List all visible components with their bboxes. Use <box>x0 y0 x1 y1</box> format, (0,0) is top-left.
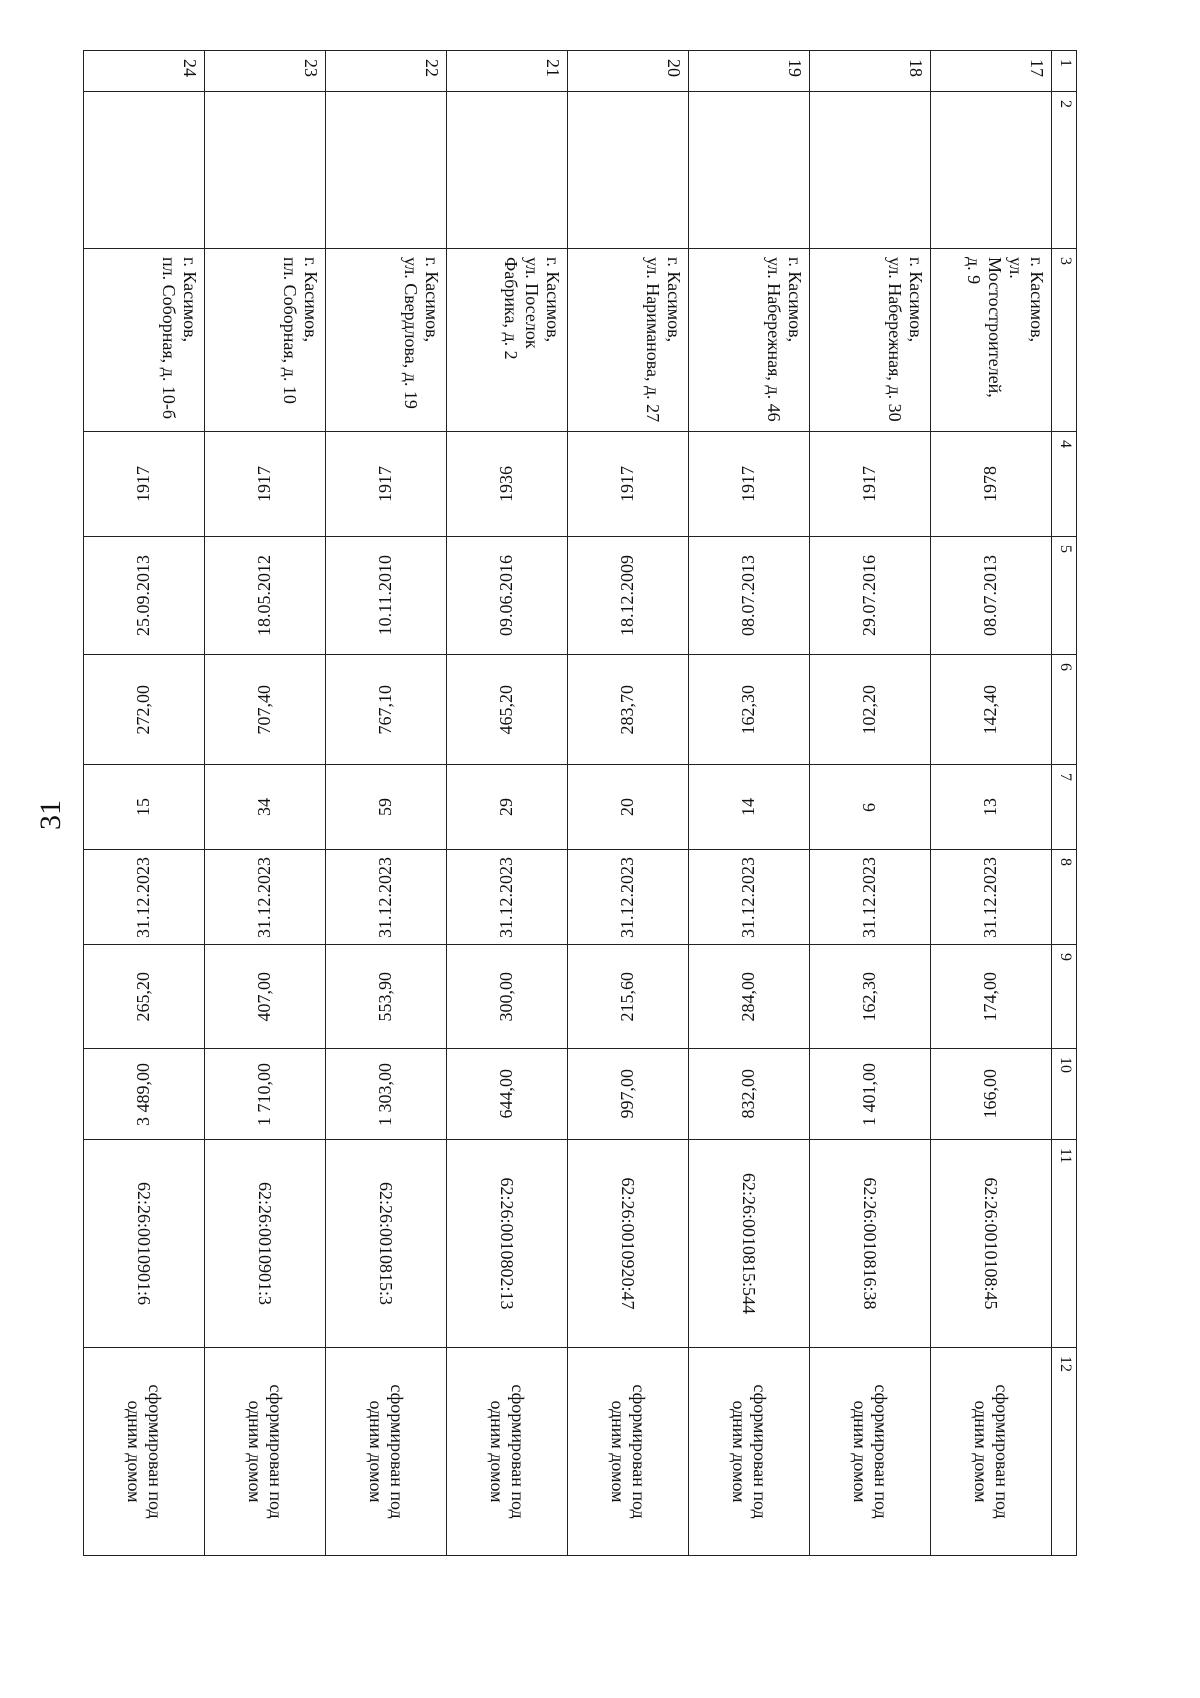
column-10-cell <box>447 1049 568 1140</box>
status-cell-line: одним домом <box>245 1400 265 1503</box>
column-9-cell <box>447 945 568 1049</box>
date-cell-text: 25.09.2013 <box>133 555 154 636</box>
status-cell-line: сформирован под <box>508 1384 528 1519</box>
column-number-3: 3 <box>1052 249 1077 432</box>
row-number: 18 <box>810 51 931 92</box>
address-cell-line: г. Касимов, <box>664 257 684 343</box>
status-cell <box>447 1348 568 1556</box>
column-10-cell-text: 1 710,00 <box>254 1062 275 1126</box>
residents-cell-text: 34 <box>254 798 275 816</box>
column-10-cell-text: 832,00 <box>738 1069 759 1119</box>
address-cell-line: г. Касимов, <box>422 257 442 343</box>
status-cell-line: одним домом <box>971 1400 991 1503</box>
column-number-4: 4 <box>1052 432 1077 537</box>
address-cell <box>205 249 326 432</box>
year-cell-text: 1917 <box>375 466 396 502</box>
year-cell-text: 1917 <box>859 466 880 502</box>
address-cell <box>568 249 689 432</box>
deadline-cell-text: 31.12.2023 <box>980 856 1001 938</box>
status-cell-line: одним домом <box>487 1400 507 1503</box>
column-9-cell-text: 300,00 <box>496 971 517 1022</box>
column-9-cell-text: 215,60 <box>617 971 638 1022</box>
table-row <box>689 51 810 1556</box>
date-cell <box>689 537 810 655</box>
column-9-cell-text: 162,30 <box>859 971 880 1022</box>
year-cell <box>447 432 568 537</box>
deadline-cell <box>326 850 447 945</box>
row-number: 17 <box>931 51 1052 92</box>
column-number-2: 2 <box>1052 92 1077 249</box>
row-number: 24 <box>84 51 205 92</box>
row-number: 20 <box>568 51 689 92</box>
column-number-8: 8 <box>1052 850 1077 945</box>
address-cell <box>326 249 447 432</box>
column-9-cell <box>931 945 1052 1049</box>
status-cell-line: одним домом <box>124 1400 144 1503</box>
status-cell <box>326 1348 447 1556</box>
table-row <box>810 51 931 1556</box>
address-cell <box>84 249 205 432</box>
page-number: 31 <box>34 800 67 830</box>
status-cell-line: одним домом <box>850 1400 870 1503</box>
table-row <box>931 51 1052 1556</box>
date-cell-text: 29.07.2016 <box>859 555 880 636</box>
date-cell-text: 18.12.2009 <box>617 555 638 636</box>
deadline-cell-text: 31.12.2023 <box>375 856 396 938</box>
residents-cell-text: 20 <box>617 798 638 816</box>
area-cell-text: 142,40 <box>980 684 1001 735</box>
year-cell-text: 1917 <box>254 466 275 502</box>
status-cell-line: одним домом <box>366 1400 386 1503</box>
area-cell-text: 767,10 <box>375 684 396 735</box>
address-cell-line: ул. Свердлова, д. 19 <box>401 257 421 409</box>
address-cell-line: ул. Нариманова, д. 27 <box>643 257 663 423</box>
area-cell <box>931 655 1052 765</box>
table-row <box>205 51 326 1556</box>
address-cell-line: ул. Поселок <box>522 257 542 349</box>
column-10-cell <box>689 1049 810 1140</box>
year-cell-text: 1936 <box>496 466 517 502</box>
address-cell-line: г. Касимов, <box>1027 257 1047 343</box>
address-cell-line: д. 9 <box>964 257 984 285</box>
residents-cell-text: 14 <box>738 798 759 816</box>
area-cell <box>205 655 326 765</box>
deadline-cell <box>689 850 810 945</box>
status-cell <box>205 1348 326 1556</box>
cadastral-number-cell: 62:26:0010815:544 <box>689 1140 810 1348</box>
residents-cell <box>84 765 205 850</box>
column-10-cell <box>84 1049 205 1140</box>
residents-cell-text: 29 <box>496 798 517 816</box>
area-cell <box>689 655 810 765</box>
residents-cell <box>205 765 326 850</box>
column-number-6: 6 <box>1052 655 1077 765</box>
date-cell <box>931 537 1052 655</box>
column-2-cell <box>205 92 326 249</box>
residents-cell <box>689 765 810 850</box>
housing-register-table <box>83 50 1077 1556</box>
residents-cell <box>810 765 931 850</box>
column-2-cell <box>689 92 810 249</box>
date-cell-text: 10.11.2010 <box>375 555 396 636</box>
column-2-cell <box>931 92 1052 249</box>
column-9-cell <box>84 945 205 1049</box>
area-cell <box>84 655 205 765</box>
year-cell-text: 1917 <box>617 466 638 502</box>
column-10-cell <box>931 1049 1052 1140</box>
date-cell <box>84 537 205 655</box>
column-10-cell-text: 644,00 <box>496 1069 517 1119</box>
column-9-cell-text: 407,00 <box>254 971 275 1022</box>
residents-cell <box>568 765 689 850</box>
address-cell <box>931 249 1052 432</box>
status-cell-line: сформирован под <box>871 1384 891 1519</box>
column-2-cell <box>447 92 568 249</box>
column-10-cell-text: 997,00 <box>617 1069 638 1119</box>
deadline-cell-text: 31.12.2023 <box>859 856 880 938</box>
deadline-cell <box>931 850 1052 945</box>
cadastral-number-cell: 62:26:0010920:47 <box>568 1140 689 1348</box>
area-cell-text: 283,70 <box>617 684 638 735</box>
row-number: 23 <box>205 51 326 92</box>
deadline-cell-text: 31.12.2023 <box>738 856 759 938</box>
area-cell-text: 707,40 <box>254 684 275 735</box>
deadline-cell <box>447 850 568 945</box>
residents-cell-text: 13 <box>980 798 1001 816</box>
residents-cell-text: 6 <box>859 802 880 812</box>
column-9-cell-text: 174,00 <box>980 971 1001 1022</box>
residents-cell <box>931 765 1052 850</box>
column-number-1: 1 <box>1052 51 1077 92</box>
table-row <box>447 51 568 1556</box>
date-cell <box>568 537 689 655</box>
date-cell-text: 08.07.2013 <box>980 555 1001 636</box>
area-cell-text: 162,30 <box>738 684 759 735</box>
status-cell-line: сформирован под <box>387 1384 407 1519</box>
deadline-cell <box>205 850 326 945</box>
deadline-cell-text: 31.12.2023 <box>496 856 517 938</box>
column-10-cell <box>810 1049 931 1140</box>
year-cell <box>568 432 689 537</box>
year-cell-text: 1917 <box>738 466 759 502</box>
address-cell-line: г. Касимов, <box>543 257 563 343</box>
column-9-cell-text: 265,20 <box>133 971 154 1022</box>
column-10-cell-text: 1 401,00 <box>859 1062 880 1126</box>
residents-cell-text: 59 <box>375 798 396 816</box>
address-cell-line: г. Касимов, <box>906 257 926 343</box>
area-cell <box>568 655 689 765</box>
cadastral-number-cell: 62:26:0010901:6 <box>84 1140 205 1348</box>
deadline-cell <box>84 850 205 945</box>
deadline-cell <box>568 850 689 945</box>
status-cell-line: одним домом <box>608 1400 628 1503</box>
column-number-5: 5 <box>1052 537 1077 655</box>
date-cell-text: 09.06.2016 <box>496 555 517 636</box>
column-number-12: 12 <box>1052 1348 1077 1556</box>
status-cell <box>568 1348 689 1556</box>
year-cell <box>326 432 447 537</box>
column-10-cell-text: 3 489,00 <box>133 1062 154 1126</box>
date-cell <box>447 537 568 655</box>
year-cell-text: 1917 <box>133 466 154 502</box>
table-row <box>568 51 689 1556</box>
year-cell <box>205 432 326 537</box>
address-cell-line: ул. Набережная, д. 30 <box>885 257 905 422</box>
residents-cell <box>447 765 568 850</box>
status-cell <box>84 1348 205 1556</box>
area-cell-text: 102,20 <box>859 684 880 735</box>
year-cell <box>810 432 931 537</box>
column-number-11: 11 <box>1052 1140 1077 1348</box>
status-cell <box>689 1348 810 1556</box>
status-cell-line: сформирован под <box>992 1384 1012 1519</box>
address-cell <box>447 249 568 432</box>
year-cell-text: 1978 <box>980 466 1001 502</box>
cadastral-number-cell: 62:26:0010108:45 <box>931 1140 1052 1348</box>
date-cell <box>326 537 447 655</box>
area-cell-text: 465,20 <box>496 684 517 735</box>
address-cell-line: ул. Набережная, д. 46 <box>764 257 784 422</box>
row-number: 19 <box>689 51 810 92</box>
year-cell <box>931 432 1052 537</box>
column-2-cell <box>810 92 931 249</box>
deadline-cell-text: 31.12.2023 <box>133 856 154 938</box>
deadline-cell <box>810 850 931 945</box>
status-cell-line: сформирован под <box>145 1384 165 1519</box>
row-number: 21 <box>447 51 568 92</box>
column-2-cell <box>84 92 205 249</box>
address-cell-line: г. Касимов, <box>180 257 200 343</box>
table-body <box>84 51 1077 1556</box>
column-9-cell-text: 553,90 <box>375 971 396 1022</box>
cadastral-number-cell: 62:26:0010802:13 <box>447 1140 568 1348</box>
column-9-cell <box>689 945 810 1049</box>
row-number: 22 <box>326 51 447 92</box>
address-cell <box>810 249 931 432</box>
area-cell <box>326 655 447 765</box>
table-row <box>326 51 447 1556</box>
cadastral-number-cell: 62:26:0010816:38 <box>810 1140 931 1348</box>
column-2-cell <box>326 92 447 249</box>
residents-cell-text: 15 <box>133 798 154 816</box>
address-cell-line: Фабрика, д. 2 <box>501 257 521 360</box>
table-row <box>84 51 205 1556</box>
date-cell-text: 18.05.2012 <box>254 555 275 636</box>
cadastral-number-cell: 62:26:0010901:3 <box>205 1140 326 1348</box>
column-9-cell <box>810 945 931 1049</box>
column-number-9: 9 <box>1052 945 1077 1049</box>
rotated-table-container <box>119 50 1077 1555</box>
area-cell <box>447 655 568 765</box>
status-cell-line: сформирован под <box>266 1384 286 1519</box>
address-cell-line: г. Касимов, <box>785 257 805 343</box>
area-cell-text: 272,00 <box>133 684 154 735</box>
date-cell <box>205 537 326 655</box>
area-cell <box>810 655 931 765</box>
column-2-cell <box>568 92 689 249</box>
column-9-cell <box>568 945 689 1049</box>
address-cell-line: ул. Мостостроителей, <box>985 257 1026 398</box>
deadline-cell-text: 31.12.2023 <box>617 856 638 938</box>
deadline-cell-text: 31.12.2023 <box>254 856 275 938</box>
status-cell-line: сформирован под <box>750 1384 770 1519</box>
cadastral-number-cell: 62:26:0010815:3 <box>326 1140 447 1348</box>
date-cell <box>810 537 931 655</box>
residents-cell <box>326 765 447 850</box>
column-number-10: 10 <box>1052 1049 1077 1140</box>
address-cell <box>689 249 810 432</box>
column-9-cell-text: 284,00 <box>738 971 759 1022</box>
column-number-7: 7 <box>1052 765 1077 850</box>
year-cell <box>689 432 810 537</box>
column-10-cell <box>205 1049 326 1140</box>
address-cell-line: пл. Соборная, д. 10-б <box>159 257 179 419</box>
column-10-cell-text: 1 303,00 <box>375 1062 396 1126</box>
column-10-cell-text: 166,00 <box>980 1069 1001 1119</box>
column-9-cell <box>326 945 447 1049</box>
column-number-row <box>1052 51 1077 1556</box>
status-cell <box>931 1348 1052 1556</box>
column-10-cell <box>326 1049 447 1140</box>
year-cell <box>84 432 205 537</box>
status-cell-line: сформирован под <box>629 1384 649 1519</box>
status-cell <box>810 1348 931 1556</box>
date-cell-text: 08.07.2013 <box>738 555 759 636</box>
column-10-cell <box>568 1049 689 1140</box>
address-cell-line: г. Касимов, <box>301 257 321 343</box>
status-cell-line: одним домом <box>729 1400 749 1503</box>
address-cell-line: пл. Соборная, д. 10 <box>280 257 300 404</box>
column-9-cell <box>205 945 326 1049</box>
